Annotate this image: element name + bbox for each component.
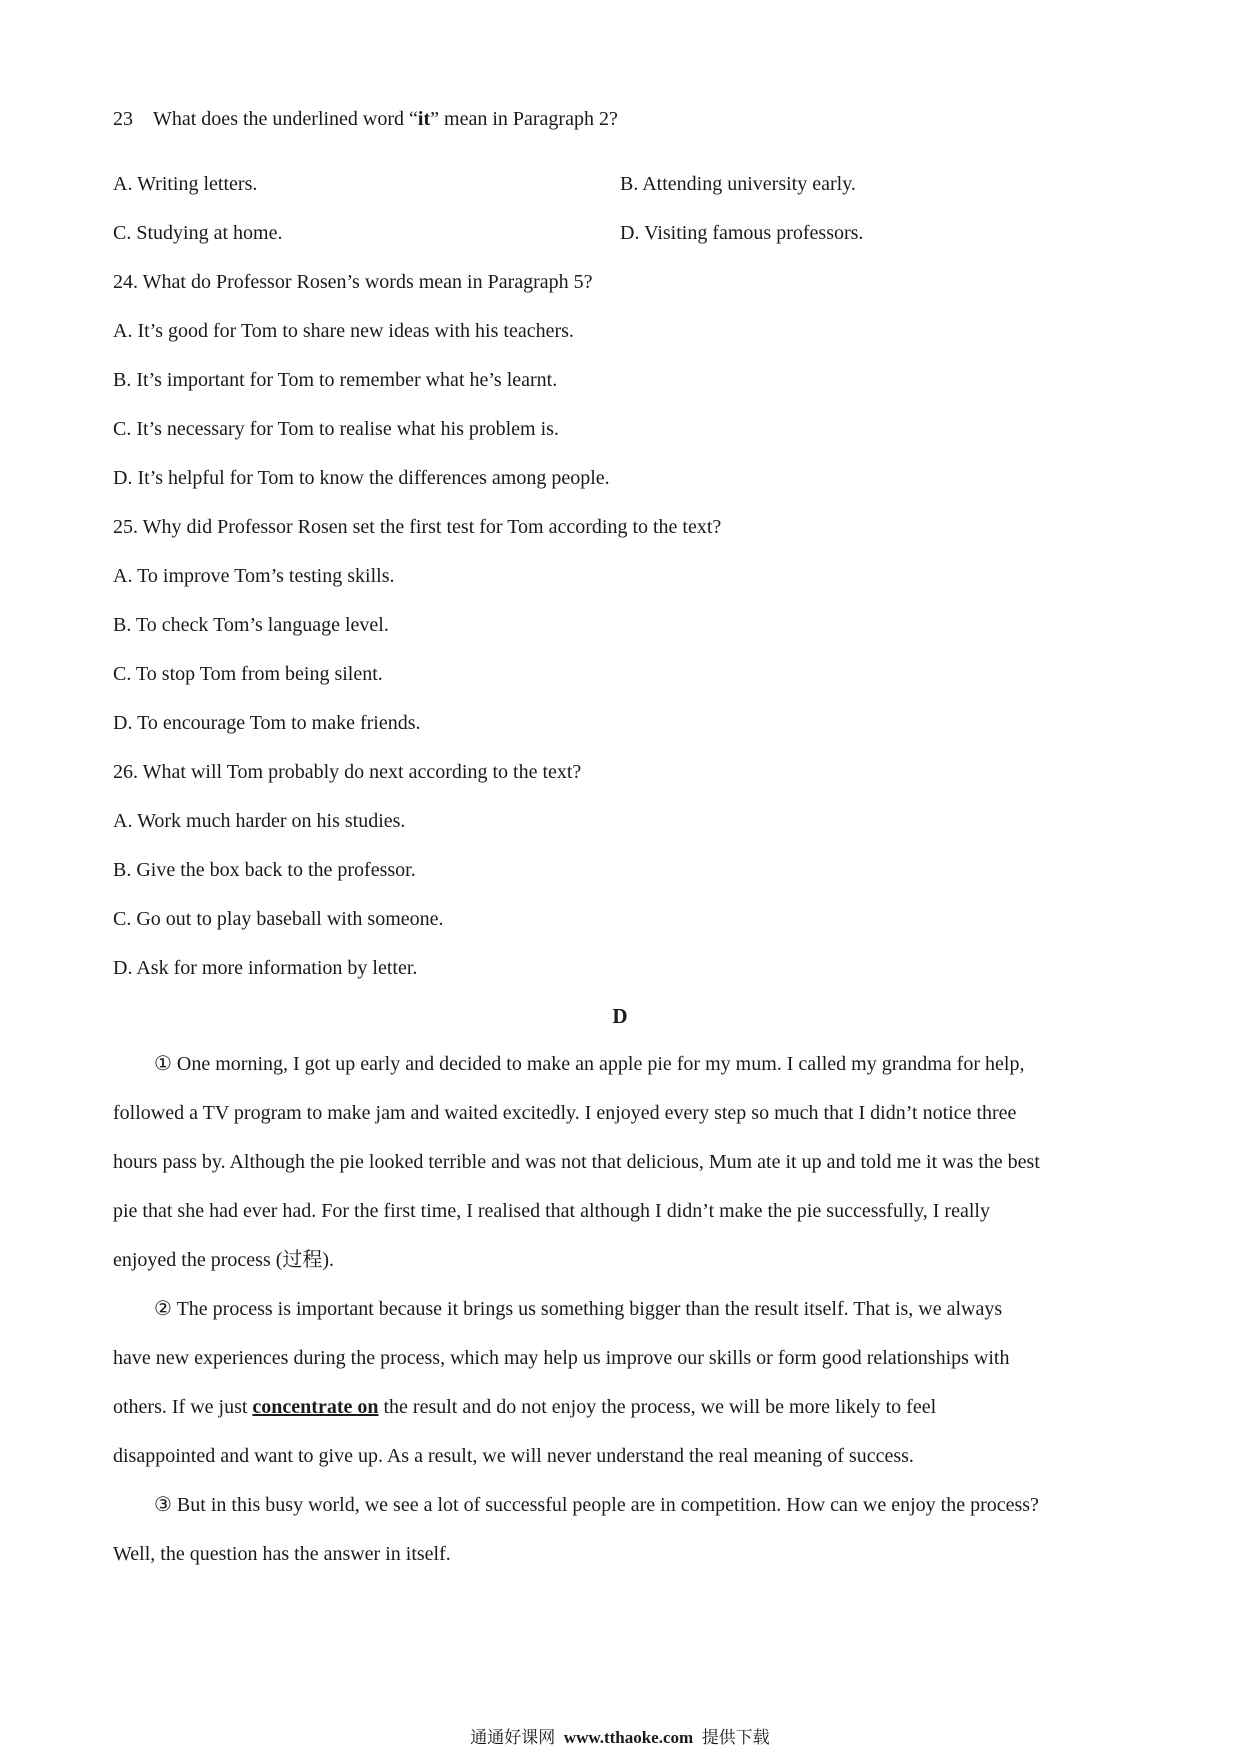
q24-option-a: A. It’s good for Tom to share new ideas with his teachers.: [113, 320, 574, 342]
para1-line: pie that she had ever had. For the first time, I realised that although I didn’t make the pie successfully, I really: [113, 1200, 990, 1222]
q24-option-b: B. It’s important for Tom to remember what he’s learnt.: [113, 369, 558, 391]
q23-option-d: D. Visiting famous professors.: [620, 222, 864, 244]
para2-line: ② The process is important because it brings us something bigger than the result itself. That is, we always: [154, 1298, 1003, 1320]
q26-option-d: D. Ask for more information by letter.: [113, 957, 418, 979]
page-footer: [0, 1727, 1240, 1749]
para1-line: followed a TV program to make jam and waited excitedly. I enjoyed every step so much that I didn’t notice three: [113, 1102, 1017, 1124]
question-23-stem: [113, 106, 618, 132]
q23-suffix: ” mean in Paragraph 2?: [430, 108, 618, 130]
q25-option-b: B. To check Tom’s language level.: [113, 614, 389, 636]
para1-line: enjoyed the process (过程).: [113, 1249, 335, 1271]
q23-option-c: C. Studying at home.: [113, 222, 283, 244]
q23-underlined-word: it: [417, 108, 431, 130]
footer-brand: 通通好课网: [470, 1728, 556, 1747]
footer-site: www.tthaoke.com: [563, 1728, 694, 1747]
q24-option-d: D. It’s helpful for Tom to know the differences among people.: [113, 467, 610, 489]
q26-option-a: A. Work much harder on his studies.: [113, 810, 406, 832]
q23-option-b: B. Attending university early.: [620, 173, 856, 195]
para2-text: the result and do not enjoy the process, we will be more likely to feel: [378, 1396, 937, 1418]
para2-line: disappointed and want to give up. As a result, we will never understand the real meaning of success.: [113, 1445, 914, 1467]
q25-option-a: A. To improve Tom’s testing skills.: [113, 565, 395, 587]
q26-option-c: C. Go out to play baseball with someone.: [113, 908, 444, 930]
question-25-stem: 25. Why did Professor Rosen set the first test for Tom according to the text?: [113, 516, 722, 538]
section-d-heading: D: [612, 1004, 628, 1028]
question-26-stem: 26. What will Tom probably do next according to the text?: [113, 761, 582, 783]
para1-line: hours pass by. Although the pie looked terrible and was not that delicious, Mum ate it up and told me it was the best: [113, 1151, 1040, 1173]
para3-line: ③ But in this busy world, we see a lot of successful people are in competition. How can we enjoy the process?: [154, 1494, 1039, 1516]
q23-prefix: 23 What does the underlined word “: [113, 108, 418, 130]
footer-download: 提供下载: [701, 1728, 770, 1747]
para2-text: others. If we just: [113, 1396, 253, 1418]
question-24-stem: 24. What do Professor Rosen’s words mean in Paragraph 5?: [113, 271, 593, 293]
q25-option-d: D. To encourage Tom to make friends.: [113, 712, 421, 734]
para2-line: have new experiences during the process, which may help us improve our skills or form good relationships with: [113, 1347, 1010, 1369]
q25-option-c: C. To stop Tom from being silent.: [113, 663, 383, 685]
para1-line: ① One morning, I got up early and decided to make an apple pie for my mum. I called my grandma for help,: [154, 1053, 1025, 1075]
q24-option-c: C. It’s necessary for Tom to realise what his problem is.: [113, 418, 559, 440]
q23-option-a: A. Writing letters.: [113, 173, 258, 195]
q26-option-b: B. Give the box back to the professor.: [113, 859, 416, 881]
underlined-phrase: concentrate on: [252, 1396, 379, 1418]
para3-line: Well, the question has the answer in itself.: [113, 1543, 451, 1565]
para2-line: [113, 1394, 936, 1420]
